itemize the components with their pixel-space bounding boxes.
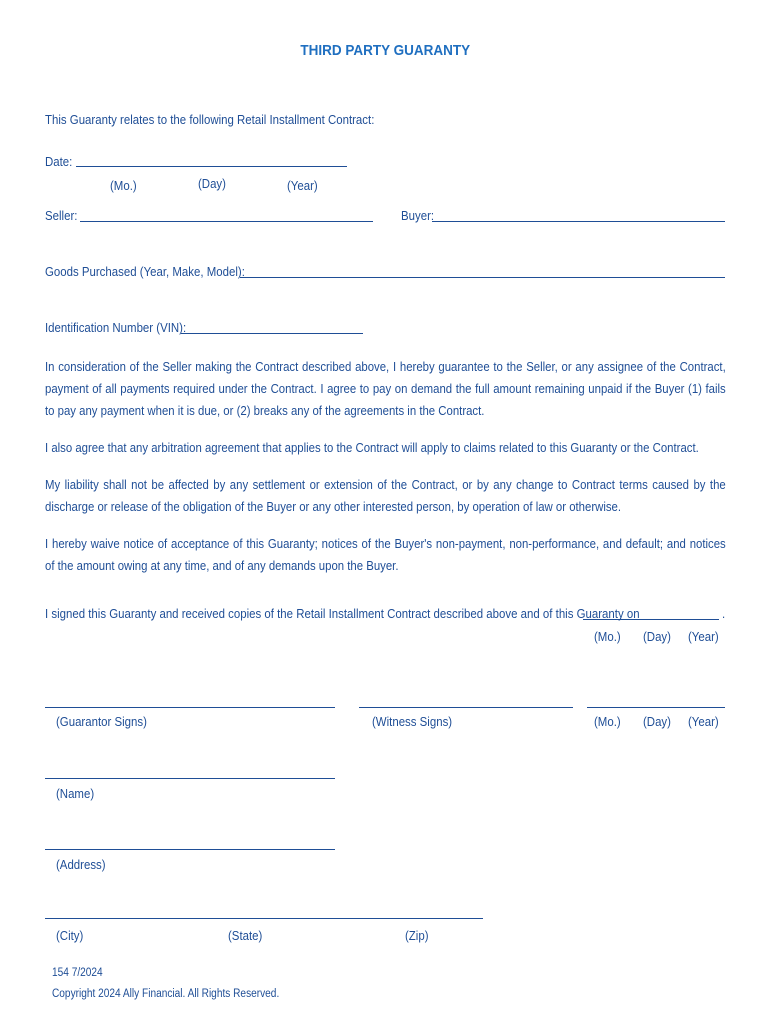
guarantee-paragraph: In consideration of the Seller making the Contract described above, I hereby guarantee to the Seller, or any assignee of the Contract, payment of all payments required under the Contract. I agree to pay on demand the full amount remaining unpaid if the Buyer (1) fails to pay any payment when it is due, or (2) breaks any of the agreements in the Contract.	[45, 359, 726, 418]
guarantor-label: (Guarantor Signs)	[56, 714, 147, 729]
state-label: (State)	[228, 928, 263, 943]
goods-field[interactable]	[240, 277, 725, 278]
date-label: Date:	[45, 154, 73, 169]
goods-label: Goods Purchased (Year, Make, Model):	[45, 264, 245, 279]
zip-label: (Zip)	[405, 928, 429, 943]
date-mo-label: (Mo.)	[110, 178, 137, 193]
signed-mo-label: (Mo.)	[594, 629, 621, 644]
signed-statement: I signed this Guaranty and received copies of the Retail Installment Contract described above and of this Guaranty on	[45, 606, 640, 621]
intro-text: This Guaranty relates to the following Retail Installment Contract:	[45, 112, 375, 127]
buyer-label: Buyer:	[401, 208, 435, 223]
vin-field[interactable]	[181, 333, 363, 334]
sign-year-label: (Year)	[688, 714, 719, 729]
liability-paragraph: My liability shall not be affected by any settlement or extension of the Contract, or by any change to Contract terms caused by the discharge or release of the obligation of the Buyer or any other interested person, by operation of law or otherwise.	[45, 477, 726, 514]
copyright-text: Copyright 2024 Ally Financial. All Rights Reserved.	[52, 988, 280, 1000]
signed-period: .	[722, 606, 726, 621]
sign-mo-label: (Mo.)	[594, 714, 621, 729]
date-field[interactable]	[76, 166, 347, 167]
date-year-label: (Year)	[287, 178, 318, 193]
signed-year-label: (Year)	[688, 629, 719, 644]
date-day-label: (Day)	[198, 176, 226, 191]
form-number: 154 7/2024	[52, 967, 103, 979]
name-label: (Name)	[56, 786, 95, 801]
seller-label: Seller:	[45, 208, 78, 223]
page-title-text: THIRD PARTY GUARANTY	[300, 42, 470, 59]
arbitration-paragraph: I also agree that any arbitration agreement that applies to the Contract will apply to claims related to this Guaranty or the Contract.	[45, 440, 699, 455]
address-label: (Address)	[56, 857, 106, 872]
guarantor-signature-line[interactable]	[45, 707, 335, 708]
signed-date-field[interactable]	[583, 619, 719, 620]
witness-signature-line[interactable]	[359, 707, 573, 708]
address-field-line[interactable]	[45, 849, 335, 850]
sign-day-label: (Day)	[643, 714, 671, 729]
buyer-field[interactable]	[432, 221, 725, 222]
signed-day-label: (Day)	[643, 629, 671, 644]
page-title	[0, 42, 770, 59]
waiver-paragraph: I hereby waive notice of acceptance of this Guaranty; notices of the Buyer's non-payment, non-performance, and default; and notices of the amount owing at any time, and of any demands upon the Buyer.	[45, 536, 726, 573]
city-state-zip-line[interactable]	[45, 918, 483, 919]
witness-label: (Witness Signs)	[372, 714, 453, 729]
vin-label: Identification Number (VIN):	[45, 320, 187, 335]
name-field-line[interactable]	[45, 778, 335, 779]
sign-date-line[interactable]	[587, 707, 725, 708]
city-label: (City)	[56, 928, 84, 943]
seller-field[interactable]	[80, 221, 373, 222]
